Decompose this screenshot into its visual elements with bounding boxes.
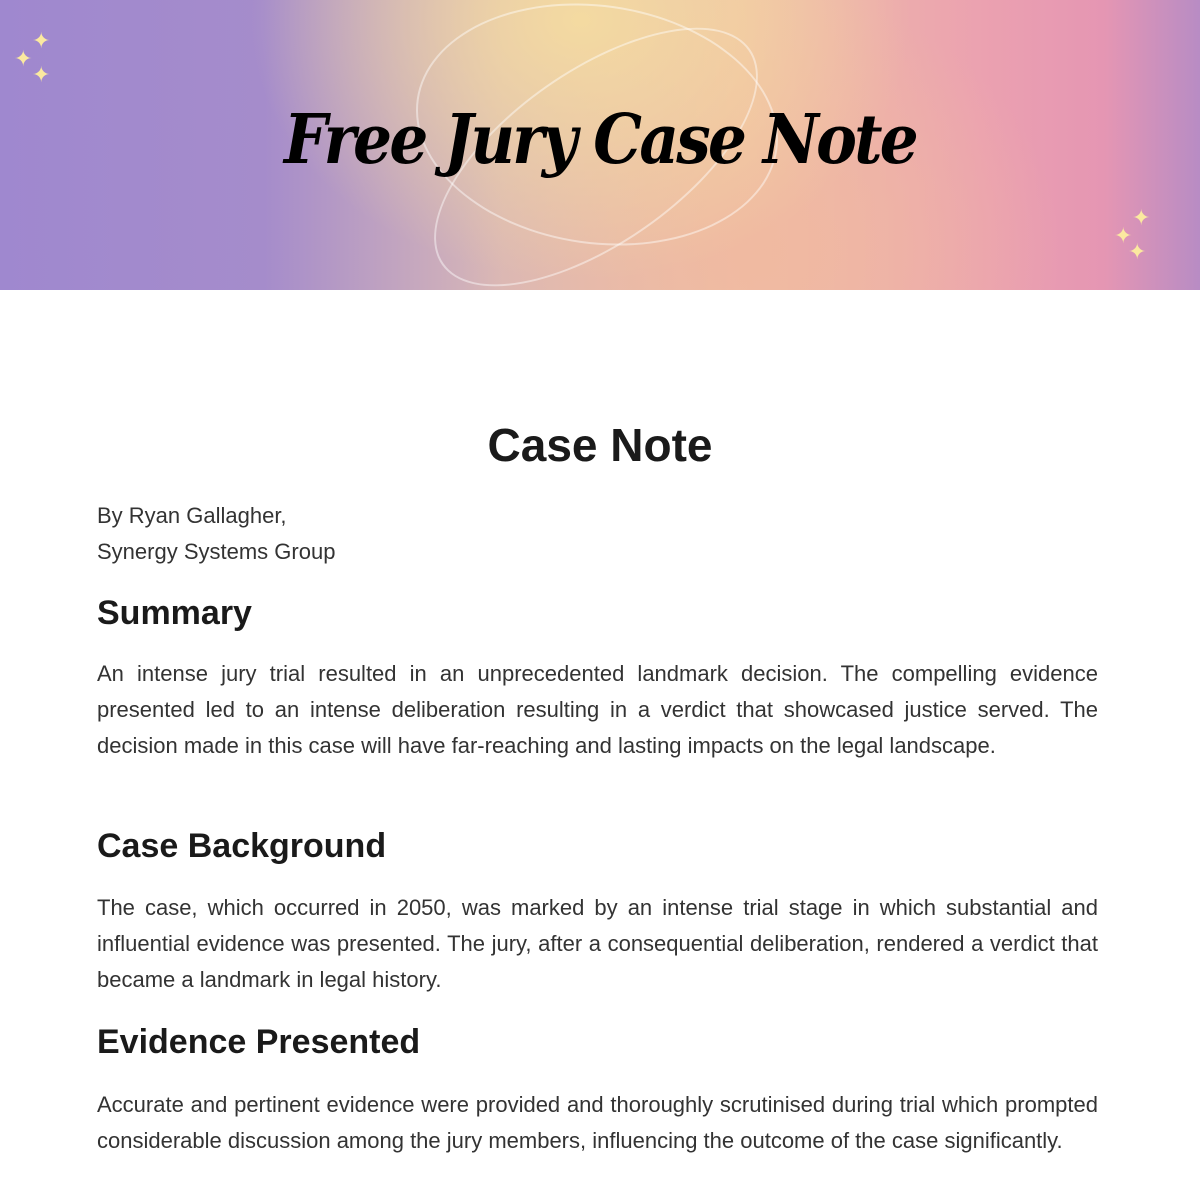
header-banner (0, 0, 1200, 290)
sparkle-icon: ✦ ✦ ✦ (1114, 205, 1151, 264)
section-heading-evidence-presented: Evidence Presented (97, 1023, 421, 1061)
section-heading-summary: Summary (97, 594, 252, 632)
section-body-evidence-presented: Accurate and pertinent evidence were provided and thoroughly scrutinised during trial which prompted considerable discussion among the jury members, influencing the outcome of the case significantly. (97, 1092, 1098, 1153)
author-name: By Ryan Gallagher, (97, 503, 287, 528)
banner-title: Free Jury Case Note (283, 100, 917, 180)
section-heading-case-background: Case Background (97, 827, 387, 865)
document-title: Case Note (487, 419, 713, 471)
section-body-summary: An intense jury trial resulted in an unprecedented landmark decision. The compelling evidence presented led to an intense deliberation resulting in a verdict that showcased justice served. The decision made in this case will have far-reaching and lasting impacts on the legal landscape. (97, 661, 1098, 758)
sparkle-icon: ✦ ✦ ✦ (14, 28, 51, 87)
section-body-case-background: The case, which occurred in 2050, was marked by an intense trial stage in which substantial and influential evidence was presented. The jury, after a consequential deliberation, rendered a verdict that became a landmark in legal history. (97, 895, 1098, 992)
author-organization: Synergy Systems Group (97, 539, 336, 564)
author-block (97, 498, 1098, 570)
